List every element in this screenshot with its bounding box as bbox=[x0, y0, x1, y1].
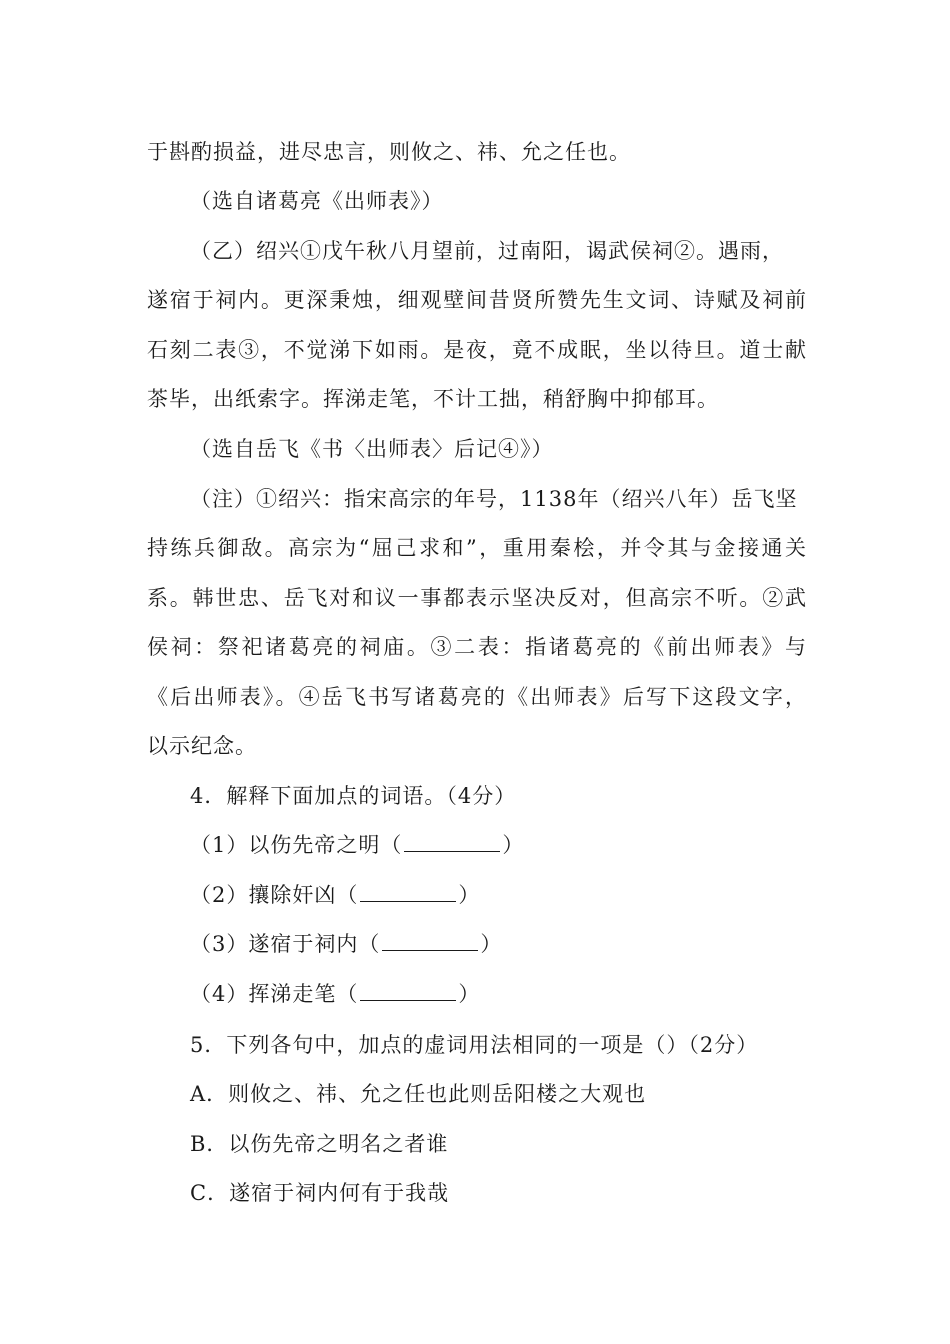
question-4-stem: 4．解释下面加点的词语。（4分） bbox=[190, 784, 517, 808]
question-4-item-3-prefix: （3）遂宿于祠内（ bbox=[190, 932, 381, 956]
passage-b-line-4: 茶毕，出纸索字。挥涕走笔，不计工拙，稍舒胸中抑郁耳。 bbox=[147, 387, 719, 411]
notes-line-6: 以示纪念。 bbox=[147, 734, 257, 758]
notes-line-2: 持练兵御敌。高宗为“屈己求和”，重用秦桧，并令其与金接通关 bbox=[147, 536, 807, 560]
passage-b-line-2: 遂宿于祠内。更深秉烛，细观壁间昔贤所赞先生文词、诗赋及祠前 bbox=[147, 288, 807, 312]
question-4-item-1-prefix: （1）以伤先帝之明（ bbox=[190, 833, 403, 857]
passage-a-last-line: 于斟酌损益，进尽忠言，则攸之、祎、允之任也。 bbox=[147, 140, 631, 164]
question-5-option-b: B．以伤先帝之明名之者谁 bbox=[190, 1132, 449, 1156]
question-5-option-a: A．则攸之、祎、允之任也此则岳阳楼之大观也 bbox=[190, 1082, 647, 1106]
question-4-item-3-suffix: ） bbox=[480, 932, 503, 956]
question-4-item-4-suffix: ） bbox=[458, 982, 481, 1006]
passage-b-line-3: 石刻二表③，不觉涕下如雨。是夜，竟不成眠，坐以待旦。道士献 bbox=[147, 338, 807, 362]
question-4-item-1-suffix: ） bbox=[502, 833, 525, 857]
question-4-item-1 bbox=[190, 830, 850, 860]
question-4-item-2-prefix: （2）攘除奸凶（ bbox=[190, 883, 359, 907]
question-4-item-2-suffix: ） bbox=[458, 883, 481, 907]
question-5-stem: 5．下列各句中，加点的虚词用法相同的一项是（）（2分） bbox=[190, 1033, 759, 1057]
answer-blank-2[interactable] bbox=[360, 883, 456, 902]
question-4-item-3 bbox=[190, 929, 850, 959]
passage-a-source: （选自诸葛亮《出师表》） bbox=[190, 189, 444, 213]
notes-line-4: 侯祠：祭祀诸葛亮的祠庙。③二表：指诸葛亮的《前出师表》与 bbox=[147, 635, 807, 659]
passage-b-line-1: （乙）绍兴①戊午秋八月望前，过南阳，谒武侯祠②。遇雨， bbox=[190, 239, 784, 263]
answer-blank-4[interactable] bbox=[360, 982, 456, 1001]
question-4-item-4 bbox=[190, 979, 850, 1009]
question-5-option-c: C．遂宿于祠内何有于我哉 bbox=[190, 1181, 450, 1205]
question-4-item-2 bbox=[190, 880, 850, 910]
question-4-item-4-prefix: （4）挥涕走笔（ bbox=[190, 982, 359, 1006]
notes-line-5: 《后出师表》。④岳飞书写诸葛亮的《出师表》后写下这段文字， bbox=[147, 685, 807, 709]
answer-blank-1[interactable] bbox=[404, 833, 500, 852]
answer-blank-3[interactable] bbox=[382, 932, 478, 951]
notes-line-3: 系。韩世忠、岳飞对和议一事都表示坚决反对，但高宗不听。②武 bbox=[147, 586, 807, 610]
notes-line-1: （注）①绍兴：指宋高宗的年号，1138年（绍兴八年）岳飞坚 bbox=[190, 487, 798, 511]
passage-b-source: （选自岳飞《书〈出师表〉后记④》） bbox=[190, 437, 554, 461]
